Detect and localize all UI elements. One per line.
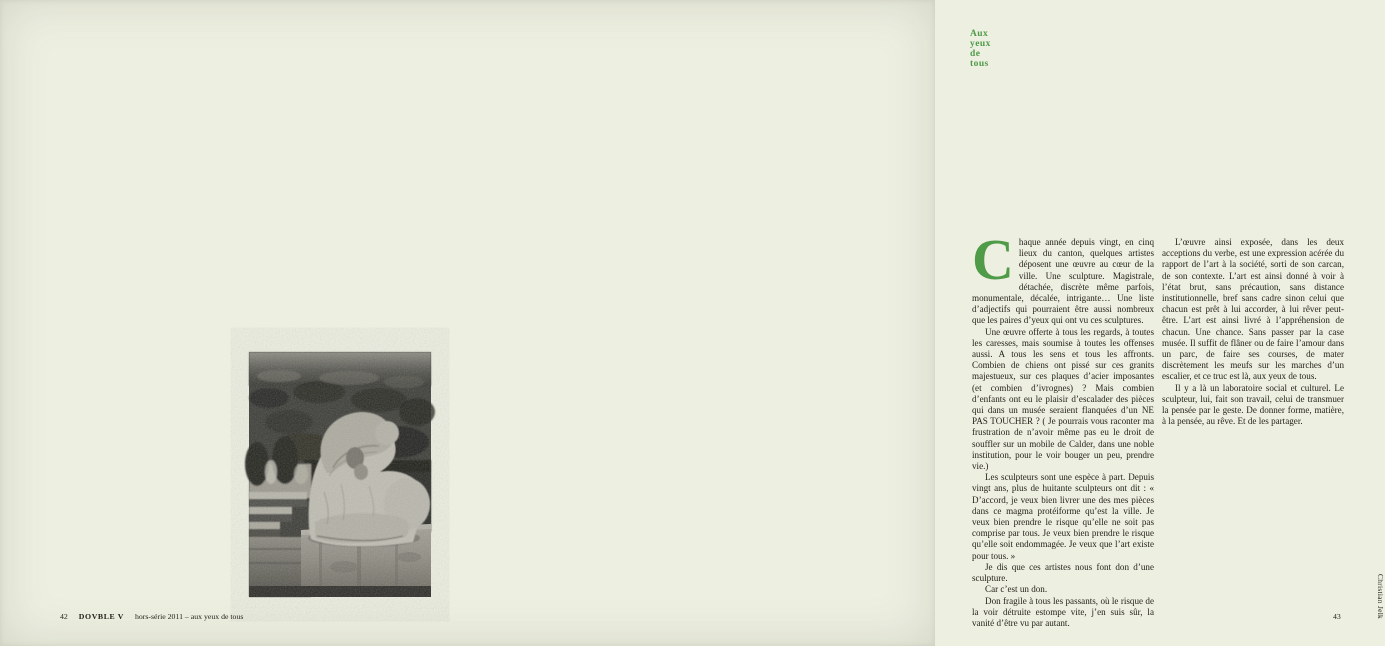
dropcap-letter: C [972,227,1014,292]
author-credit: Christian Jelk [1376,574,1385,620]
text-column-1 [972,227,1154,629]
paragraph-text: haque année depuis vingt, en cinq lieux du canton, quelques artistes déposent une œuvre au cœur de la ville. Une sculpture. Magistrale, détachée, discrète même parfois, monumentale, décalée, intrigante… Une liste d’adjectifs qui pourraient être aussi nombreux que les paires d’yeux qui ont vu ces sculptures. [972,237,1154,326]
paragraph: Je dis que ces artistes nous font don d’une sculpture. [972,561,1154,584]
sculpture-photo-art [249,352,431,597]
page-number-right: 43 [1333,612,1341,621]
page-number-left: 42 [60,612,68,621]
footer-left [60,612,243,621]
paragraph: Don fragile à tous les passants, où le risque de la voir détruite estompe vite, j’en suis sûr, la vanité d’être vu par autant. [972,595,1154,628]
text-column-2 [1162,237,1344,427]
issue-info: hors-série 2011 – aux yeux de tous [134,612,244,621]
page-right [467,0,1385,646]
running-title: Aux yeux de tous [970,29,991,69]
sculpture-photo [249,352,431,597]
paragraph: Les sculpteurs sont une espèce à part. Depuis vingt ans, plus de huitante sculpteurs ont dit : « D’accord, je veux bien livrer une des mes pièces dans ce magma protéiforme qu’est la ville. Je veux bien prendre le risque qu’elle ne soit pas comprise par tous. Je veux bien prendre le risque qu’elle soit endommagée. Je veux que l’art existe pour tous. » [972,472,1154,561]
paragraph: Car c’est un don. [985,584,1048,595]
paragraph [972,227,1154,327]
paragraph: Il y a là un laboratoire social et culturel. Le sculpteur, lui, fait son travail, celui de transmuer la pensée par le geste. De donner forme, matière, à la pensée, au rêve. Et de les partager. [1162,382,1344,427]
page-left [0,0,467,646]
paragraph: L’œuvre ainsi exposée, dans les deux acceptions du verbe, est une expression acérée du rapport de l’art à la société, sorti de son carcan, de son contexte. L’art est ainsi donné à voir à l’état brut, sans précaution, sans distance institutionnelle, bref sans cadre sinon celui que chacun est prêt à lui accorder, à lui rêver peut-être. L’art est ainsi livré à l’appréhension de chacun. Une chance. Sans passer par la case musée. Il suffit de flâner ou de faire l’amour dans un parc, de faire ses courses, de mater discrètement les meufs sur les marches d’un escalier, et ce truc est là, aux yeux de tous. [1162,237,1344,382]
magazine-title: DOVBLE V [78,612,124,621]
paragraph: Une œuvre offerte à tous les regards, à toutes les caresses, mais soumise à toutes les offenses aussi. A tous les sens et tous les affronts. Combien de chiens ont pissé sur ces granits majestueux, sur ces plaques d’acier imposantes (et combien d’ivrognes) ? Mais combien d’enfants ont eu le plaisir d’escalader des pièces qui dans un musée seraient flanquées d’un NE PAS TOUCHER ? ( Je pourrais vous raconter ma frustration de n’avoir même pas eu le droit de souffler sur un mobile de Calder, dans une noble institution, pour le voir bouger un peu, prendre vie.) [972,326,1154,472]
